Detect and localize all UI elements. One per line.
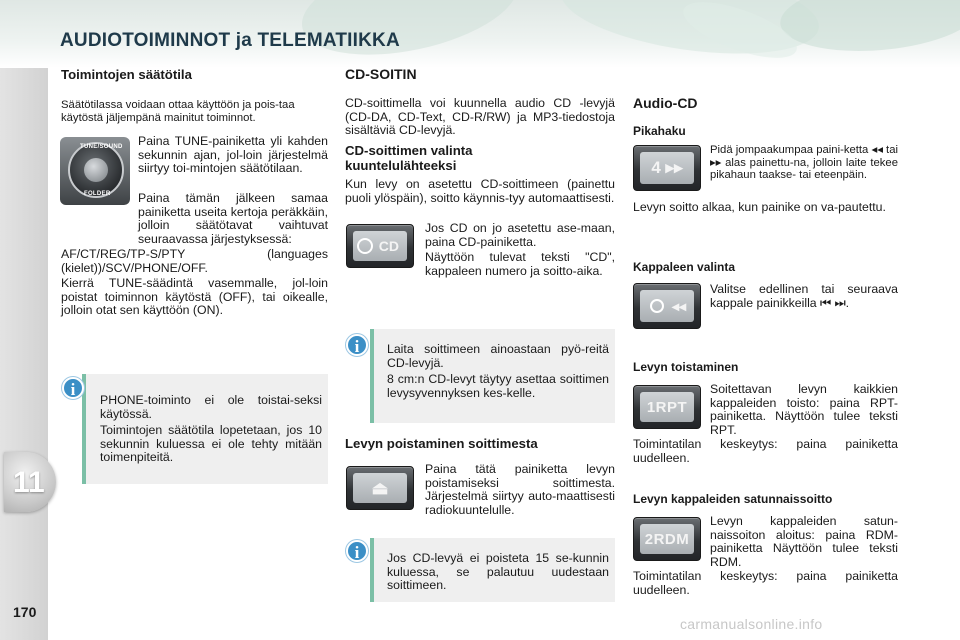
cd-button-image xyxy=(346,224,414,268)
knob-ring xyxy=(68,142,124,198)
info-disc-text-1: Laita soittimeen ainoastaan pyö-reitä CD-levyjä. xyxy=(387,342,609,370)
settings-step-1: Paina TUNE-painiketta yli kahden sekunnin ajan, jol-loin järjestelmä siirtyy toi-mintojen säätötilaan. xyxy=(138,134,328,176)
repeat-text: Soitettavan levyn kaikkien kappaleiden toisto: paina RPT-painiketta. Näyttöön tulee teksti RPT. xyxy=(710,382,898,437)
chapter-number: 11 xyxy=(13,466,45,499)
quick-search-title: Pikahaku xyxy=(633,124,686,138)
repeat-title: Levyn toistaminen xyxy=(633,360,739,374)
eject-title: Levyn poistaminen soittimesta xyxy=(345,436,538,451)
sidebar xyxy=(0,68,48,640)
info-disc-text-2: 8 cm:n CD-levyt täytyy asettaa soittimen levysyvennyksen kes-kelle. xyxy=(387,372,609,400)
page-title: AUDIOTOIMINNOT ja TELEMATIIKKA xyxy=(60,30,400,51)
decor-leaf xyxy=(777,0,960,59)
settings-order: AF/CT/REG/TP-S/PTY (languages (kielet))/SCV/PHONE/OFF. xyxy=(61,247,328,275)
rpt-button-face xyxy=(640,392,694,422)
fast-search-button-face xyxy=(640,152,694,184)
rpt-button-image xyxy=(633,385,701,429)
rpt-label: 1RPT xyxy=(646,398,688,416)
disc-icon xyxy=(357,238,373,254)
info-icon: i xyxy=(346,334,368,356)
cd-button-label: CD xyxy=(378,238,399,254)
page-number: 170 xyxy=(13,604,37,620)
info-phone-text-2: Toimintojen säätötila lopetetaan, jos 10 sekunnin kuluessa ei ole tehty mitään toimenpiteitä. xyxy=(100,423,322,465)
cd-button-face xyxy=(353,231,407,261)
info-phone-text-1: PHONE-toiminto ei ole toistai-seksi käytössä. xyxy=(100,393,322,421)
cd-select-title: CD-soittimen valinta kuuntelulähteeksi xyxy=(345,143,473,173)
info-box-return xyxy=(370,538,615,602)
track-select-text: Valitse edellinen tai seuraava kappale painikkeilla ⏮ ⏭. xyxy=(710,282,898,310)
random-text-2: Toimintatilan keskeytys: paina painiketta uudelleen. xyxy=(633,569,898,597)
settings-turn: Kierrä TUNE-säädintä vasemmalle, jol-loin poistat toiminnon käytöstä (OFF), tai oikealle, jolloin otat sen käyttöön (ON). xyxy=(61,276,328,318)
section-title-settings: Toimintojen säätötila xyxy=(61,67,192,82)
rdm-label: 2RDM xyxy=(644,530,690,548)
cd-select-text-2: Jos CD on jo asetettu ase-maan, paina CD-painiketta. xyxy=(425,221,615,249)
settings-intro: Säätötilassa voidaan ottaa käyttöön ja pois-taa käytöstä jäljempänä mainitut toiminnot. xyxy=(61,99,295,124)
info-icon: i xyxy=(346,540,368,562)
fast-search-label: 4 ▸▸ xyxy=(651,158,683,177)
disc-icon xyxy=(650,299,664,313)
info-icon: i xyxy=(62,377,84,399)
quick-search-text: Pidä jompaakumpaa paini-ketta ◂◂ tai ▸▸ alas painettu-na, jolloin laite tekee pikahaun taakse- tai eteenpäin. xyxy=(710,144,898,182)
watermark: carmanualsonline.info xyxy=(680,616,823,632)
knob-label-top: TUNE/SOUND xyxy=(80,144,123,150)
eject-icon: ⏏ xyxy=(371,477,389,498)
rdm-button-face xyxy=(640,524,694,554)
track-button-image xyxy=(633,283,701,329)
eject-text: Paina tätä painiketta levyn poistamiseksi soittimesta. Järjestelmä siirtyy auto-maattisesti radiokuuntelulle. xyxy=(425,462,615,517)
track-button-face xyxy=(640,290,694,322)
knob-center xyxy=(84,158,108,182)
section-title-audio-cd: Audio-CD xyxy=(633,95,698,111)
fast-search-button-image xyxy=(633,145,701,191)
cd-select-text-1: Kun levy on asetettu CD-soittimeen (painettu puoli ylöspäin), soitto käynnis-tyy automaattisesti. xyxy=(345,177,615,205)
repeat-text-2: Toimintatilan keskeytys: paina painiketta uudelleen. xyxy=(633,437,898,465)
cd-select-text-3: Näyttöön tulevat teksti "CD", kappaleen numero ja soitto-aika. xyxy=(425,250,615,278)
section-title-cd-player: CD-SOITIN xyxy=(345,66,417,82)
info-return-text: Jos CD-levyä ei poisteta 15 se-kunnin kuluessa, se palautuu uudestaan soittimeen. xyxy=(387,551,609,593)
cd-intro: CD-soittimella voi kuunnella audio CD -levyjä (CD-DA, CD-Text, CD-R/RW) ja MP3-tiedostoja sisältäviä CD-levyjä. xyxy=(345,96,615,138)
eject-button-image xyxy=(346,466,414,510)
prev-track-icon: ◂◂ xyxy=(671,297,686,314)
settings-step-2a xyxy=(138,192,328,246)
rdm-button-image xyxy=(633,517,701,561)
random-title: Levyn kappaleiden satunnaissoitto xyxy=(633,492,833,506)
random-text: Levyn kappaleiden satun-naissoiton aloitus: paina RDM-painiketta Näyttöön tulee teksti RDM. xyxy=(710,514,898,569)
track-select-title: Kappaleen valinta xyxy=(633,260,736,274)
info-box-disc-type xyxy=(370,329,615,423)
tune-sound-knob-image xyxy=(60,137,130,205)
quick-search-text-2: Levyn soitto alkaa, kun painike on va-pautettu. xyxy=(633,200,886,214)
info-box-phone xyxy=(82,374,328,484)
settings-step-2: Paina tämän jälkeen samaa painiketta useita kertoja peräkkäin, jolloin säätötavat vaihtuvat seuraavassa järjestyksessä: xyxy=(138,191,328,246)
eject-button-face xyxy=(353,473,407,503)
knob-label-bottom: FOLDER xyxy=(84,191,111,197)
